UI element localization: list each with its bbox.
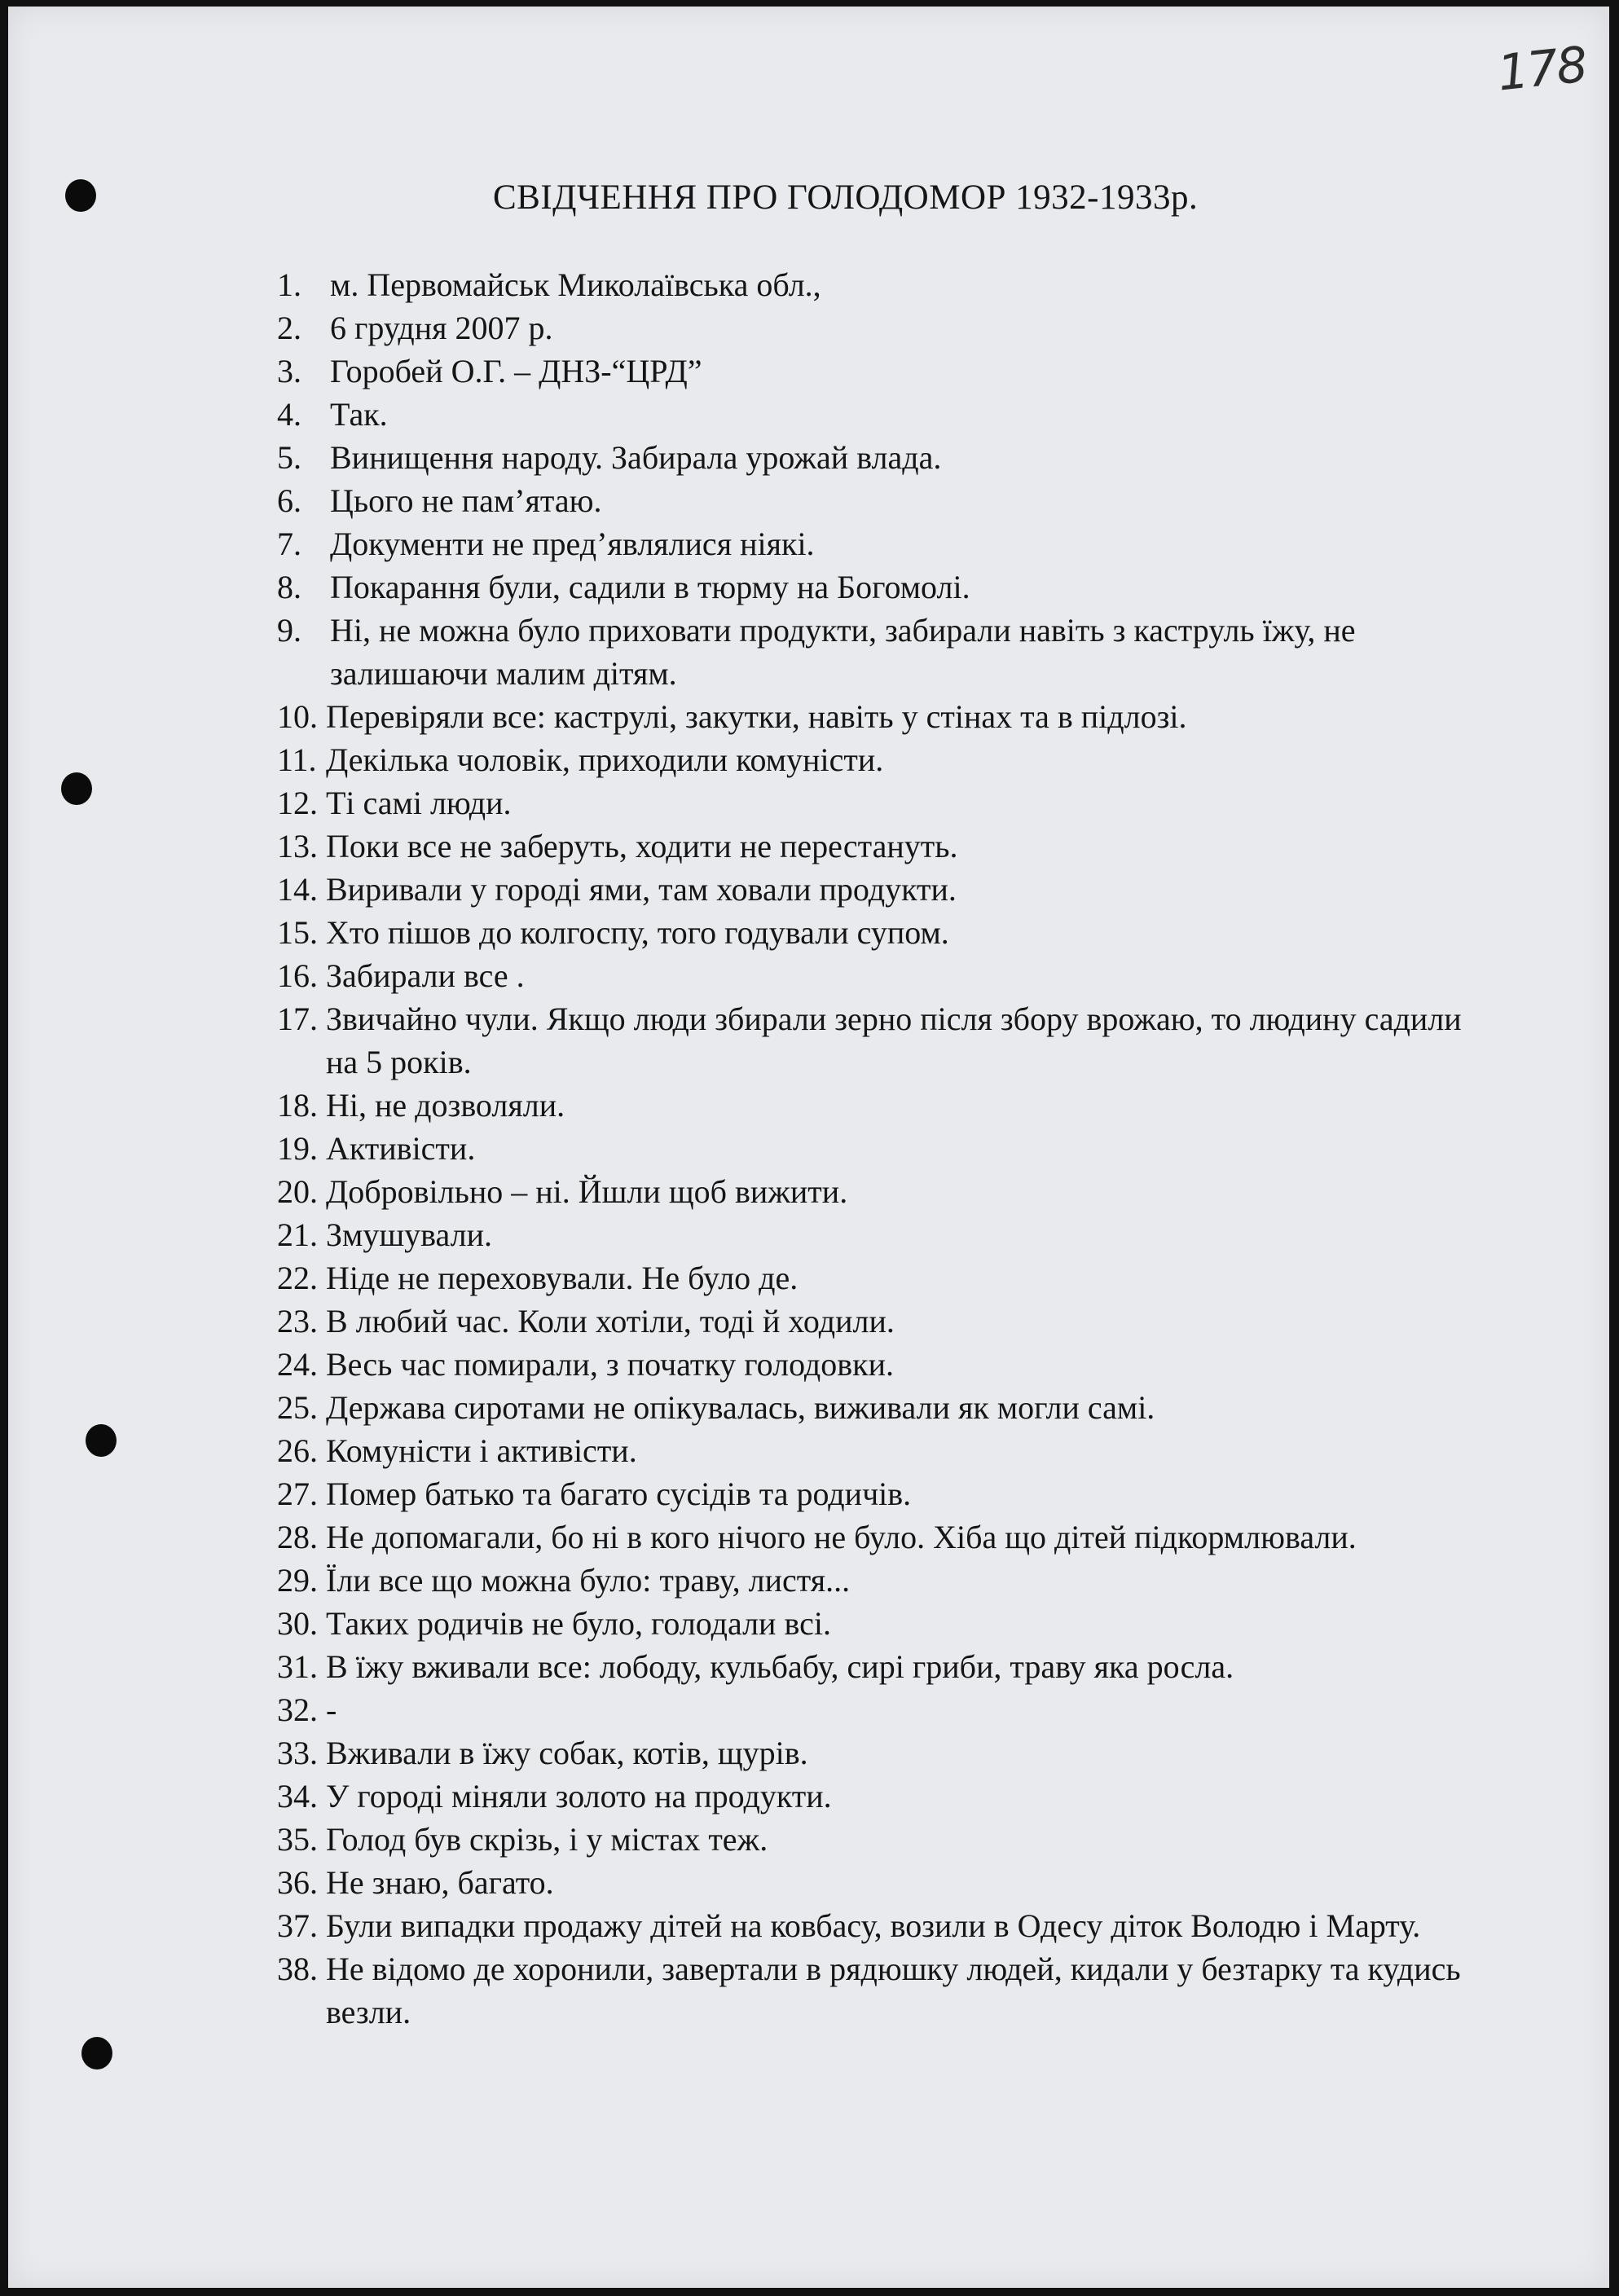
punch-hole: [86, 1424, 117, 1457]
item-text: м. Первомайськ Миколаївська обл.,: [330, 266, 821, 303]
list-item: [277, 1386, 1499, 1429]
item-number: 36.: [277, 1864, 318, 1901]
item-text: В любий час. Коли хотіли, тоді й ходили.: [326, 1303, 895, 1339]
item-text: Ті самі люди.: [326, 785, 512, 821]
list-item: [277, 1688, 1499, 1731]
item-number: 18.: [277, 1087, 318, 1124]
list-item: [277, 1602, 1499, 1645]
punch-hole: [81, 2037, 112, 2069]
item-number: 12.: [277, 785, 318, 821]
item-text: Активісти.: [326, 1130, 476, 1167]
item-number: 29.: [277, 1562, 318, 1599]
item-number: 27.: [277, 1476, 318, 1512]
item-text: У городі міняли золото на продукти.: [326, 1778, 832, 1814]
item-number: 34.: [277, 1778, 318, 1814]
list-item: [277, 1472, 1499, 1515]
item-text: Не допомагали, бо ні в кого нічого не було. Хіба що дітей підкормлювали.: [326, 1519, 1357, 1555]
list-item: [277, 1731, 1499, 1775]
list-item: [277, 1645, 1499, 1688]
item-number: 19.: [277, 1130, 318, 1167]
list-item: [277, 695, 1499, 738]
item-number: 32.: [277, 1691, 318, 1728]
item-text: Документи не пред’являлися ніякі.: [330, 526, 815, 562]
list-item: [277, 868, 1499, 911]
item-text: Ніде не переховували. Не було де.: [326, 1260, 799, 1296]
item-number: 20.: [277, 1173, 318, 1210]
item-number: 1.: [277, 266, 301, 303]
list-item: [277, 1775, 1499, 1818]
item-text: Весь час помирали, з початку голодовки.: [326, 1346, 895, 1383]
item-number: 6.: [277, 482, 301, 519]
punch-hole: [61, 772, 92, 805]
item-number: 5.: [277, 439, 301, 476]
item-text: Ні, не дозволяли.: [326, 1087, 565, 1124]
item-number: 25.: [277, 1389, 318, 1426]
item-number: 38.: [277, 1951, 318, 1987]
item-text: Забирали все .: [326, 957, 525, 994]
item-number: 2.: [277, 310, 301, 346]
list-item: [277, 1515, 1499, 1559]
item-text: Поки все не заберуть, ходити не перестануть.: [326, 828, 958, 864]
item-text: В їжу вживали все: лободу, кульбабу, сирі гриби, траву яка росла.: [326, 1648, 1234, 1685]
item-text: Були випадки продажу дітей на ковбасу, возили в Одесу діток Володю і Марту.: [326, 1907, 1421, 1944]
item-number: 16.: [277, 957, 318, 994]
list-item: [277, 1947, 1499, 2034]
item-number: 14.: [277, 871, 318, 908]
item-text: Не знаю, багато.: [326, 1864, 554, 1901]
item-number: 31.: [277, 1648, 318, 1685]
item-number: 7.: [277, 526, 301, 562]
item-text: Декілька чоловік, приходили комуністи.: [326, 741, 884, 778]
list-item: [277, 393, 1499, 436]
list-item: [277, 1818, 1499, 1861]
list-item: [277, 436, 1499, 479]
list-item: [277, 911, 1499, 954]
item-number: 21.: [277, 1216, 318, 1253]
item-text: Змушували.: [326, 1216, 492, 1253]
item-text: Перевіряли все: каструлі, закутки, навіть у стінах та в підлозі.: [326, 698, 1187, 735]
document-title: СВІДЧЕННЯ ПРО ГОЛОДОМОР 1932-1933р.: [493, 178, 1199, 217]
item-text: Комуністи і активісти.: [326, 1432, 637, 1469]
list-item: [277, 1213, 1499, 1256]
item-text: Виривали у городі ями, там ховали продукти.: [326, 871, 957, 908]
item-text: Покарання були, садили в тюрму на Богомолі.: [330, 569, 970, 605]
list-item: [277, 263, 1499, 306]
item-number: 4.: [277, 396, 301, 433]
item-text: Звичайно чули. Якщо люди збирали зерно після збору врожаю, то людину садили на 5 років.: [326, 1001, 1462, 1080]
item-text: Таких родичів не було, голодали всі.: [326, 1605, 831, 1642]
item-number: 8.: [277, 569, 301, 605]
item-text: Їли все що можна було: траву, листя...: [326, 1562, 851, 1599]
list-item: [277, 781, 1499, 825]
item-text: Помер батько та багато сусідів та родичів.: [326, 1476, 912, 1512]
list-item: [277, 350, 1499, 393]
item-text: Голод був скрізь, і у містах теж.: [326, 1821, 768, 1858]
item-text: Хто пішов до колгоспу, того годували супом.: [326, 914, 949, 951]
testimony-answer-list: [277, 263, 1499, 2034]
item-text: Горобей О.Г. – ДНЗ-“ЦРД”: [330, 353, 702, 389]
list-item: [277, 825, 1499, 868]
item-number: 28.: [277, 1519, 318, 1555]
item-number: 24.: [277, 1346, 318, 1383]
item-text: Так.: [330, 396, 388, 433]
list-item: [277, 1256, 1499, 1300]
item-text: Не відомо де хоронили, завертали в рядюшку людей, кидали у безтарку та кудись везли.: [326, 1951, 1461, 2030]
list-item: [277, 997, 1499, 1084]
item-number: 3.: [277, 353, 301, 389]
document-page: [8, 7, 1609, 2288]
item-number: 30.: [277, 1605, 318, 1642]
list-item: [277, 1170, 1499, 1213]
list-item: [277, 609, 1499, 695]
list-item: [277, 565, 1499, 609]
item-number: 26.: [277, 1432, 318, 1469]
item-text: Ні, не можна було приховати продукти, забирали навіть з каструль їжу, не залишаючи малим дітям.: [330, 612, 1356, 692]
list-item: [277, 1861, 1499, 1904]
list-item: [277, 1904, 1499, 1947]
item-number: 15.: [277, 914, 318, 951]
list-item: [277, 522, 1499, 565]
item-number: 22.: [277, 1260, 318, 1296]
list-item: [277, 1127, 1499, 1170]
item-number: 13.: [277, 828, 318, 864]
item-text: Вживали в їжу собак, котів, щурів.: [326, 1735, 808, 1771]
list-item: [277, 954, 1499, 997]
item-text: Держава сиротами не опікувалась, виживали як могли самі.: [326, 1389, 1155, 1426]
item-number: 11.: [277, 741, 317, 778]
item-text: 6 грудня 2007 р.: [330, 310, 553, 346]
list-item: [277, 738, 1499, 781]
item-text: Добровільно – ні. Йшли щоб вижити.: [326, 1173, 848, 1210]
item-number: 17.: [277, 1001, 318, 1037]
list-item: [277, 306, 1499, 350]
list-item: [277, 1084, 1499, 1127]
item-number: 9.: [277, 612, 301, 649]
punch-hole: [65, 179, 96, 212]
item-text: -: [326, 1691, 337, 1728]
item-number: 10.: [277, 698, 318, 735]
item-number: 37.: [277, 1907, 318, 1944]
item-text: Цього не пам’ятаю.: [330, 482, 602, 519]
item-number: 23.: [277, 1303, 318, 1339]
list-item: [277, 1559, 1499, 1602]
item-number: 35.: [277, 1821, 318, 1858]
list-item: [277, 1429, 1499, 1472]
handwritten-page-number: 178: [1494, 36, 1589, 103]
list-item: [277, 1300, 1499, 1343]
list-item: [277, 479, 1499, 522]
item-number: 33.: [277, 1735, 318, 1771]
item-text: Винищення народу. Забирала урожай влада.: [330, 439, 942, 476]
list-item: [277, 1343, 1499, 1386]
